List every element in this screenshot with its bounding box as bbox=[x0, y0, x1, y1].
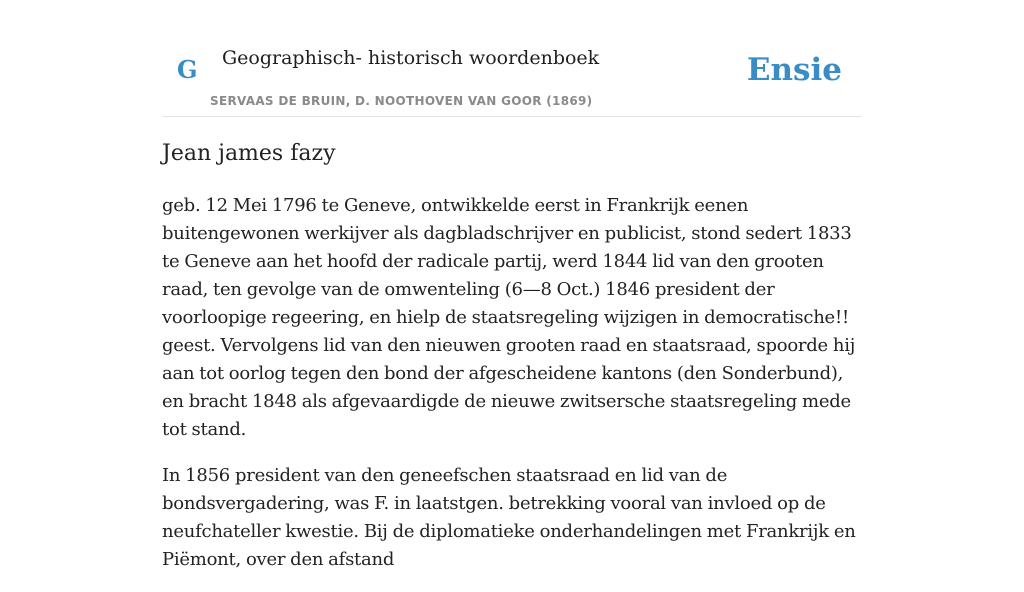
book-authors: SERVAAS DE BRUIN, D. NOOTHOVEN VAN GOOR (1869) bbox=[210, 94, 593, 108]
ensie-logo[interactable]: Ensie bbox=[746, 52, 842, 88]
entry-title: Jean james fazy bbox=[162, 141, 336, 166]
book-title-link[interactable]: Geographisch- historisch woordenboek bbox=[222, 47, 600, 69]
entry-paragraph: geb. 12 Mei 1796 te Geneve, ontwikkelde eerst in Frankrijk eenen buitengewonen werkijver als dagbladschrijver en publicist, stond sedert 1833 te Geneve aan het hoofd der radicale partij, werd 1844 lid van den grooten raad, ten gevolge van de omwenteling (6—8 Oct.) 1846 president der voorloopige regeering, en hielp de staatsregeling wijzigen in democratische!! geest. Vervolgens lid van den nieuwen grooten raad en staatsraad, spoorde hij aan tot oorlog tegen den bond der afgescheidene kantons (den Sonderbund), en bracht 1848 als afgevaardigde de nieuwe zwitsersche staatsregeling mede tot stand. bbox=[162, 195, 856, 440]
book-logo-icon[interactable]: G bbox=[177, 55, 198, 84]
entry-body bbox=[162, 192, 862, 592]
book-header bbox=[162, 0, 862, 117]
entry-paragraph: In 1856 president van den geneefschen staatsraad en lid van de bondsvergadering, was F. in laatstgen. betrekking vooral van invloed op de neufchateller kwestie. Bij de diplomatieke onderhandelingen met Frankrijk en Piëmont, over den afstand bbox=[162, 465, 856, 570]
